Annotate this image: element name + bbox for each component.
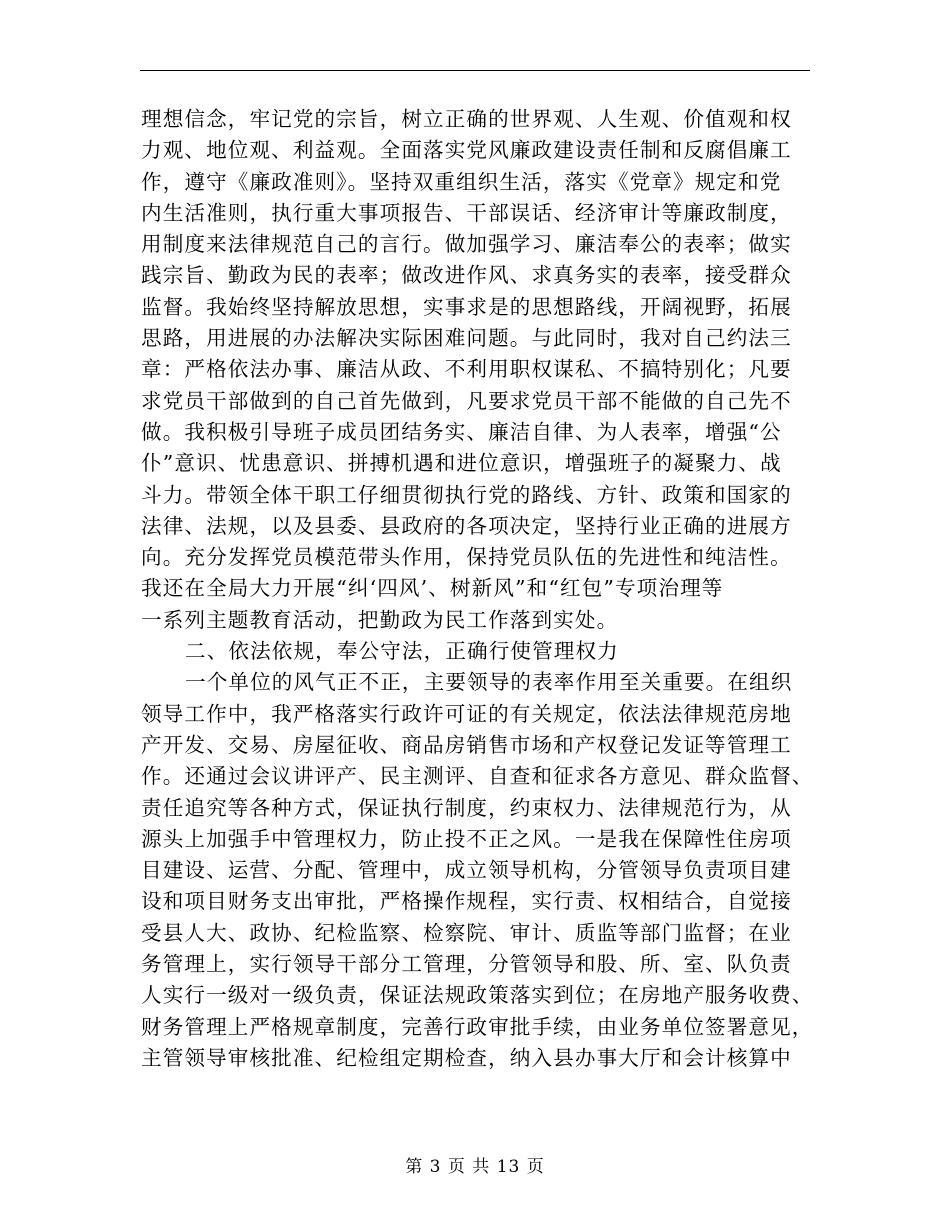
text-line: 主管领导审核批准、纪检组定期检查，纳入县办事大厅和会计核算中 [141,1045,792,1070]
text-line: 做。我积极引导班子成员团结务实、廉洁自律、为人表率，增强“公 [141,419,782,444]
text-line: 斗力。带领全体干职工仔细贯彻执行党的路线、方针、政策和国家的 [141,482,792,507]
text-line: 作，遵守《廉政准则》。坚持双重组织生活，落实《党章》规定和党 [141,169,782,194]
text-line: 产开发、交易、房屋征收、商品房销售市场和产权登记发证等管理工 [141,732,792,757]
header-rule [140,70,810,71]
text-line: 践宗旨、勤政为民的表率；做改进作风、求真务实的表率，接受群众 [141,263,792,288]
text-line: 设和项目财务支出审批，严格操作规程，实行责、权相结合，自觉接 [141,889,792,914]
text-line: 人实行一级对一级负责，保证法规政策落实到位；在房地产服务收费、 [141,983,814,1008]
text-line: 章：严格依法办事、廉洁从政、不利用职权谋私、不搞特别化；凡要 [141,357,792,382]
text-line: 一个单位的风气正不正，主要领导的表率作用至关重要。在组织 [185,670,793,695]
page-footer: 第 3 页 共 13 页 [405,1157,545,1177]
section-heading: 二、依法依规，奉公守法，正确行使管理权力 [185,639,619,664]
text-line: 仆”意识、忧患意识、拼搏机遇和进位意识，增强班子的凝聚力、战 [141,451,782,476]
text-line: 目建设、运营、分配、管理中，成立领导机构，分管领导负责项目建 [141,858,792,883]
text-line: 思路，用进展的办法解决实际困难问题。与此同时，我对自己约法三 [141,326,792,351]
text-line: 源头上加强手中管理权力，防止投不正之风。一是我在保障性住房项 [141,826,792,851]
text-line: 监督。我始终坚持解放思想，实事求是的思想路线，开阔视野，拓展 [141,294,792,319]
text-line: 求党员干部做到的自己首先做到，凡要求党员干部不能做的自己先不 [141,388,792,413]
text-line: 领导工作中，我严格落实行政许可证的有关规定，依法法律规范房地 [141,701,792,726]
text-line: 受县人大、政协、纪检监察、检察院、审计、质监等部门监督；在业 [141,920,792,945]
text-line: 务管理上，实行领导干部分工管理，分管领导和股、所、室、队负责 [141,952,792,977]
text-line: 向。充分发挥党员模范带头作用，保持党员队伍的先进性和纯洁性。 [141,545,792,570]
text-line: 用制度来法律规范自己的言行。做加强学习、廉洁奉公的表率；做实 [141,232,792,257]
text-line: 法律、法规，以及县委、县政府的各项决定，坚持行业正确的进展方 [141,513,792,538]
text-line: 内生活准则，执行重大事项报告、干部误话、经济审计等廉政制度， [141,200,792,225]
text-line: 力观、地位观、利益观。全面落实党风廉政建设责任制和反腐倡廉工 [141,138,792,163]
text-line: 责任追究等各种方式，保证执行制度，约束权力、法律规范行为，从 [141,795,792,820]
text-line: 一系列主题教育活动，把勤政为民工作落到实处。 [141,607,619,632]
text-line: 作。还通过会议讲评产、民主测评、自查和征求各方意见、群众监督、 [141,764,814,789]
text-line: 我还在全局大力开展“纠‘四风’、树新风”和“红包”专项治理等 [141,576,724,601]
document-body [141,104,813,1074]
text-line: 理想信念，牢记党的宗旨，树立正确的世界观、人生观、价值观和权 [141,107,792,131]
text-line: 财务管理上严格规章制度，完善行政审批手续，由业务单位签署意见， [141,1014,814,1039]
